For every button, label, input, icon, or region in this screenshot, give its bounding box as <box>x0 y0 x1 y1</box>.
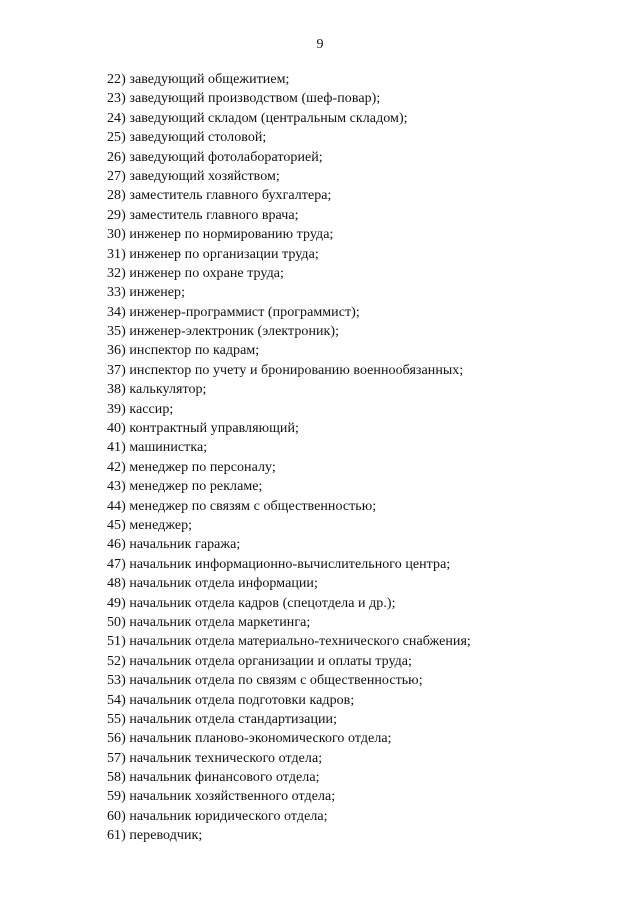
list-item: 22) заведующий общежитием; <box>107 72 290 87</box>
list-item: 39) кассир; <box>107 401 174 417</box>
list-item: 51) начальник отдела материально-технического снабжения; <box>107 634 471 650</box>
list-item: 34) инженер-программист (программист); <box>107 304 360 320</box>
list-item: 30) инженер по нормированию труда; <box>107 227 334 243</box>
list-item: 59) начальник хозяйственного отдела; <box>107 789 336 805</box>
list-item: 49) начальник отдела кадров (спецотдела и др.); <box>107 595 396 611</box>
list-item: 29) заместитель главного врача; <box>107 207 299 223</box>
list-item: 42) менеджер по персоналу; <box>107 459 276 475</box>
list-item: 38) калькулятор; <box>107 382 207 398</box>
list-item: 32) инженер по охране труда; <box>107 265 284 281</box>
list-item: 36) инспектор по кадрам; <box>107 343 260 359</box>
list-item: 53) начальник отдела по связям с общественностью; <box>107 673 423 689</box>
list-item: 44) менеджер по связям с общественностью; <box>107 498 377 514</box>
list-item: 52) начальник отдела организации и оплаты труда; <box>107 653 412 669</box>
list-item: 31) инженер по организации труда; <box>107 246 319 262</box>
list-item: 33) инженер; <box>107 285 186 301</box>
list-item: 56) начальник планово-экономического отдела; <box>107 731 392 747</box>
list-item: 27) заведующий хозяйством; <box>107 168 280 184</box>
list-item: 45) менеджер; <box>107 517 193 533</box>
list-item: 50) начальник отдела маркетинга; <box>107 614 311 630</box>
list-item: 23) заведующий производством (шеф-повар); <box>107 91 381 107</box>
list-item: 43) менеджер по рекламе; <box>107 479 263 495</box>
list-item: 24) заведующий складом (центральным складом); <box>107 110 408 126</box>
position-list <box>107 70 627 846</box>
list-item: 61) переводчик; <box>107 828 203 844</box>
list-item: 26) заведующий фотолабораторией; <box>107 149 323 165</box>
page-number: 9 <box>316 37 324 52</box>
list-item: 37) инспектор по учету и бронированию военнообязанных; <box>107 362 464 378</box>
list-item: 54) начальник отдела подготовки кадров; <box>107 692 355 708</box>
list-item: 25) заведующий столовой; <box>107 130 267 146</box>
list-item: 41) машинистка; <box>107 440 208 456</box>
list-item: 57) начальник технического отдела; <box>107 750 323 766</box>
list-item: 55) начальник отдела стандартизации; <box>107 711 338 727</box>
list-item: 40) контрактный управляющий; <box>107 421 299 437</box>
list-item: 58) начальник финансового отдела; <box>107 770 320 786</box>
list-item: 48) начальник отдела информации; <box>107 576 318 592</box>
list-item: 60) начальник юридического отдела; <box>107 808 328 824</box>
list-item: 35) инженер-электроник (электроник); <box>107 324 340 340</box>
list-item: 47) начальник информационно-вычислительного центра; <box>107 556 451 572</box>
list-item: 46) начальник гаража; <box>107 537 241 553</box>
list-item: 28) заместитель главного бухгалтера; <box>107 188 332 204</box>
